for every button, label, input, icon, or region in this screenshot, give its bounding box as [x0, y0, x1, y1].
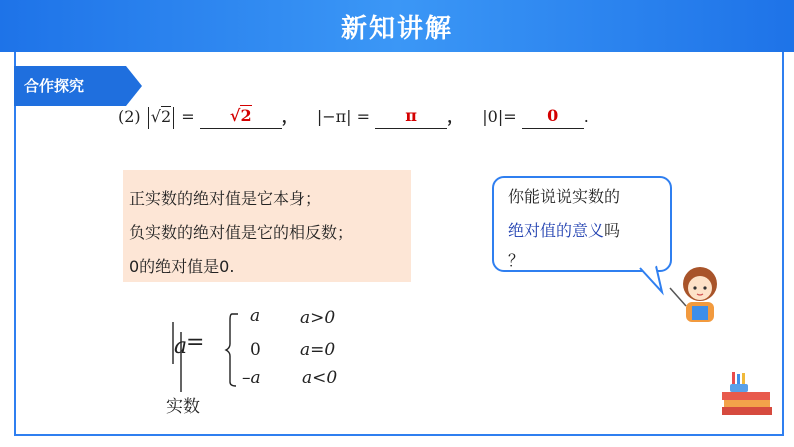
piecewise-caption: 实数: [166, 397, 200, 417]
separator-1: ，: [281, 107, 298, 126]
answer-1-radicand: 2: [240, 105, 252, 125]
books-stack-icon: [720, 372, 776, 416]
rule-positive: 正实数的绝对值是它本身；: [129, 189, 322, 208]
teacher-girl-illustration: [668, 262, 726, 326]
answer-blank-2: π: [375, 106, 447, 129]
sqrt-symbol: √: [150, 107, 161, 126]
case-2-value: 0: [250, 340, 261, 360]
equals-sign: =: [181, 107, 195, 126]
page-title: 新知讲解: [340, 14, 453, 44]
expr-3: |0|=: [482, 107, 517, 126]
case-3-condition: a<0: [302, 368, 338, 388]
answer-blank-3: 0: [522, 106, 584, 129]
radicand-1: 2: [160, 107, 172, 126]
expr-2: −π: [322, 107, 347, 126]
piecewise-lhs-eq: =: [186, 330, 205, 355]
piecewise-lhs-var: a: [174, 334, 188, 359]
bubble-line-2-tail: 吗: [604, 221, 621, 240]
question-number: (2): [118, 107, 141, 126]
case-1-condition: a>0: [300, 308, 336, 328]
section-tag: 合作探究: [14, 66, 126, 106]
separator-2: ，: [447, 107, 464, 126]
end-period: .: [583, 107, 589, 126]
abs-expr-2: |−π| =: [316, 107, 371, 126]
case-1-value: a: [250, 306, 261, 326]
rule-negative: 负实数的绝对值是它的相反数；: [129, 223, 354, 242]
answer-blank-1: √2: [200, 106, 282, 129]
case-2-condition: a=0: [300, 340, 336, 360]
bubble-line-3: ？: [508, 251, 525, 270]
rule-zero: 0的绝对值是0.: [129, 257, 235, 276]
bubble-line-1: 你能说说实数的: [508, 187, 621, 206]
case-3-value: –a: [242, 368, 261, 388]
bubble-highlight: 绝对值的意义: [508, 221, 605, 240]
